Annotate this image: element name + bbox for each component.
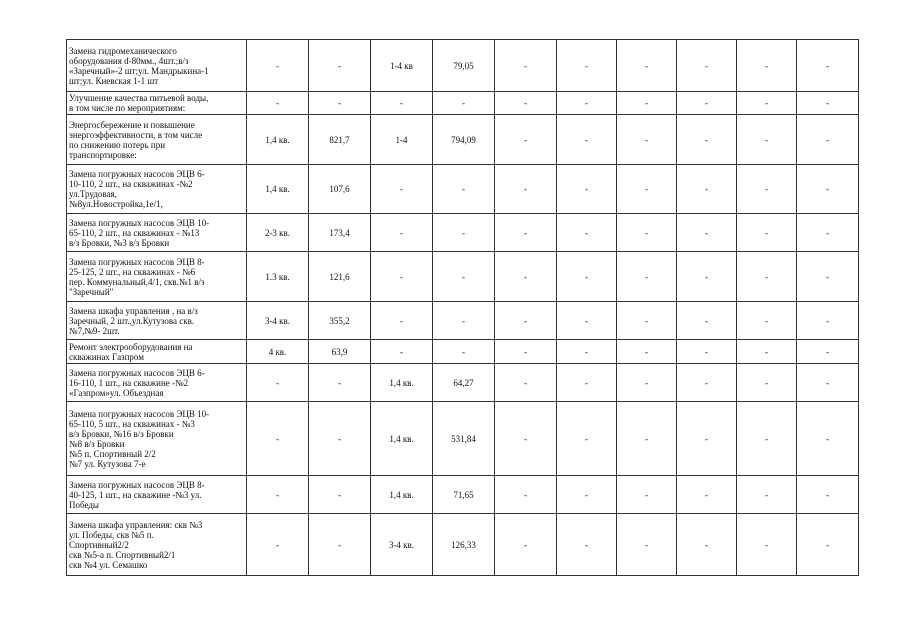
cell: 107,6 <box>309 165 371 214</box>
cell: - <box>247 364 309 402</box>
cell: - <box>617 252 677 302</box>
cell: - <box>617 214 677 252</box>
cell: - <box>557 40 617 92</box>
cell: - <box>495 115 557 165</box>
cell: 4 кв. <box>247 340 309 364</box>
cell: - <box>737 476 797 514</box>
cell: 2-3 кв. <box>247 214 309 252</box>
cell: - <box>617 115 677 165</box>
cell: - <box>433 252 495 302</box>
table-row <box>67 115 859 165</box>
cell: - <box>371 340 433 364</box>
cell: 3-4 кв. <box>247 302 309 340</box>
measure-description: Замена погружных насосов ЭЦВ 8- 25-125, 2 шт., на скважинах - №6 пер. Коммунальный,4/1, скв.№1 в/з "Заречный" <box>67 252 247 302</box>
measure-description: Замена погружных насосов ЭЦВ 10- 65-110, 2 шт., на скважинах - №13 в/з Бровки, №3 в/з Бровки <box>67 214 247 252</box>
cell: - <box>433 214 495 252</box>
cell: - <box>433 302 495 340</box>
cell: - <box>557 514 617 576</box>
table-row <box>67 402 859 476</box>
cell: - <box>797 402 859 476</box>
cell: 1-4 <box>371 115 433 165</box>
cell: - <box>737 92 797 115</box>
cell: - <box>677 252 737 302</box>
cell: - <box>495 92 557 115</box>
cell: - <box>557 92 617 115</box>
cell: - <box>797 214 859 252</box>
cell: - <box>617 476 677 514</box>
measures-table <box>66 39 859 576</box>
table-body <box>67 40 859 576</box>
cell: - <box>617 514 677 576</box>
cell: - <box>737 364 797 402</box>
cell: - <box>797 92 859 115</box>
cell: - <box>247 92 309 115</box>
cell: 1,4 кв. <box>247 165 309 214</box>
cell: - <box>797 364 859 402</box>
cell: - <box>371 214 433 252</box>
cell: 1,4 кв. <box>371 402 433 476</box>
cell: - <box>737 252 797 302</box>
cell: - <box>617 340 677 364</box>
cell: - <box>247 402 309 476</box>
table-row <box>67 476 859 514</box>
cell: - <box>797 252 859 302</box>
cell: - <box>371 92 433 115</box>
table-row <box>67 514 859 576</box>
cell: - <box>371 252 433 302</box>
cell: - <box>737 214 797 252</box>
cell: - <box>433 92 495 115</box>
cell: - <box>617 92 677 115</box>
cell: - <box>737 115 797 165</box>
cell: - <box>677 214 737 252</box>
cell: - <box>677 340 737 364</box>
cell: - <box>677 364 737 402</box>
cell: 1,4 кв. <box>371 476 433 514</box>
cell: 3-4 кв. <box>371 514 433 576</box>
cell: - <box>677 40 737 92</box>
cell: 79,05 <box>433 40 495 92</box>
cell: - <box>495 214 557 252</box>
measure-description: Улучшение качества питьевой воды, в том числе по мероприятиям: <box>67 92 247 115</box>
cell: 1.3 кв. <box>247 252 309 302</box>
cell: - <box>617 302 677 340</box>
measure-description: Энергосбережение и повышение энергоэффективности, в том числе по снижению потерь при транспортировке: <box>67 115 247 165</box>
cell: - <box>677 476 737 514</box>
cell: 126,33 <box>433 514 495 576</box>
table-row <box>67 40 859 92</box>
cell: - <box>797 302 859 340</box>
cell: - <box>557 302 617 340</box>
cell: - <box>495 252 557 302</box>
cell: - <box>495 364 557 402</box>
table-row <box>67 92 859 115</box>
measure-description: Замена шкафа управления: скв №3 ул. Победы, скв №5 п. Спортивный2/2 скв №5-а п. Спортивный2/1 скв №4 ул. Семашко <box>67 514 247 576</box>
cell: - <box>495 302 557 340</box>
cell: 821,7 <box>309 115 371 165</box>
cell: - <box>309 514 371 576</box>
cell: - <box>677 514 737 576</box>
cell: - <box>617 40 677 92</box>
cell: - <box>495 476 557 514</box>
cell: - <box>737 40 797 92</box>
cell: - <box>797 514 859 576</box>
measure-description: Замена погружных насосов ЭЦВ 10- 65-110, 5 шт., на скважинах - №3 в/з Бровки, №16 в/з Бровки №8 в/з Бровки №5 п. Спортивный 2/2 №7 ул. Кутузова 7-е <box>67 402 247 476</box>
cell: - <box>371 302 433 340</box>
cell: - <box>433 340 495 364</box>
cell: - <box>495 165 557 214</box>
cell: - <box>677 165 737 214</box>
cell: - <box>557 214 617 252</box>
cell: - <box>737 514 797 576</box>
cell: - <box>617 165 677 214</box>
cell: - <box>247 514 309 576</box>
cell: - <box>557 402 617 476</box>
cell: - <box>247 476 309 514</box>
table-row <box>67 214 859 252</box>
cell: - <box>677 92 737 115</box>
table-row <box>67 165 859 214</box>
cell: - <box>557 476 617 514</box>
cell: - <box>495 40 557 92</box>
cell: - <box>495 340 557 364</box>
cell: 71,65 <box>433 476 495 514</box>
cell: - <box>309 364 371 402</box>
cell: - <box>247 40 309 92</box>
cell: - <box>677 302 737 340</box>
cell: - <box>557 252 617 302</box>
measure-description: Замена погружных насосов ЭЦВ 6- 10-110, 2 шт., на скважинах -№2 ул.Трудовая, №8ул.Новостройка,1е/1, <box>67 165 247 214</box>
cell: - <box>557 364 617 402</box>
table-row <box>67 364 859 402</box>
cell: - <box>677 115 737 165</box>
cell: - <box>737 340 797 364</box>
cell: - <box>617 364 677 402</box>
cell: - <box>495 514 557 576</box>
cell: 64,27 <box>433 364 495 402</box>
cell: 794,09 <box>433 115 495 165</box>
cell: - <box>557 340 617 364</box>
cell: 121,6 <box>309 252 371 302</box>
cell: - <box>797 40 859 92</box>
measure-description: Замена шкафа управления , на в/з Заречный, 2 шт.,ул.Кутузова скв. №7,№9- 2шт. <box>67 302 247 340</box>
cell: 173,4 <box>309 214 371 252</box>
cell: 531,84 <box>433 402 495 476</box>
cell: 1-4 кв <box>371 40 433 92</box>
cell: - <box>557 165 617 214</box>
cell: 63,9 <box>309 340 371 364</box>
measure-description: Замена погружных насосов ЭЦВ 8- 40-125, 1 шт., на скважине -№3 ул. Победы <box>67 476 247 514</box>
measure-description: Замена гидромеханического оборудования d-80мм., 4шт.;в/з «Заречный»-2 шт;ул. Мандрыкина-1 шт;ул. Киевская 1-1 шт <box>67 40 247 92</box>
measure-description: Ремонт электрооборудования на скважинах Газпром <box>67 340 247 364</box>
cell: - <box>309 40 371 92</box>
cell: - <box>677 402 737 476</box>
table-row <box>67 340 859 364</box>
cell: - <box>737 165 797 214</box>
measure-description: Замена погружных насосов ЭЦВ 6- 16-110, 1 шт., на скважине -№2 «Газпром»ул. Объездная <box>67 364 247 402</box>
cell: - <box>309 402 371 476</box>
cell: - <box>557 115 617 165</box>
cell: - <box>797 340 859 364</box>
cell: 355,2 <box>309 302 371 340</box>
cell: - <box>309 92 371 115</box>
cell: - <box>309 476 371 514</box>
cell: - <box>617 402 677 476</box>
cell: - <box>797 165 859 214</box>
cell: 1,4 кв. <box>247 115 309 165</box>
cell: - <box>495 402 557 476</box>
table-row <box>67 302 859 340</box>
cell: - <box>737 402 797 476</box>
cell: - <box>371 165 433 214</box>
table-row <box>67 252 859 302</box>
cell: - <box>797 115 859 165</box>
cell: - <box>433 165 495 214</box>
cell: - <box>737 302 797 340</box>
cell: - <box>797 476 859 514</box>
cell: 1,4 кв. <box>371 364 433 402</box>
